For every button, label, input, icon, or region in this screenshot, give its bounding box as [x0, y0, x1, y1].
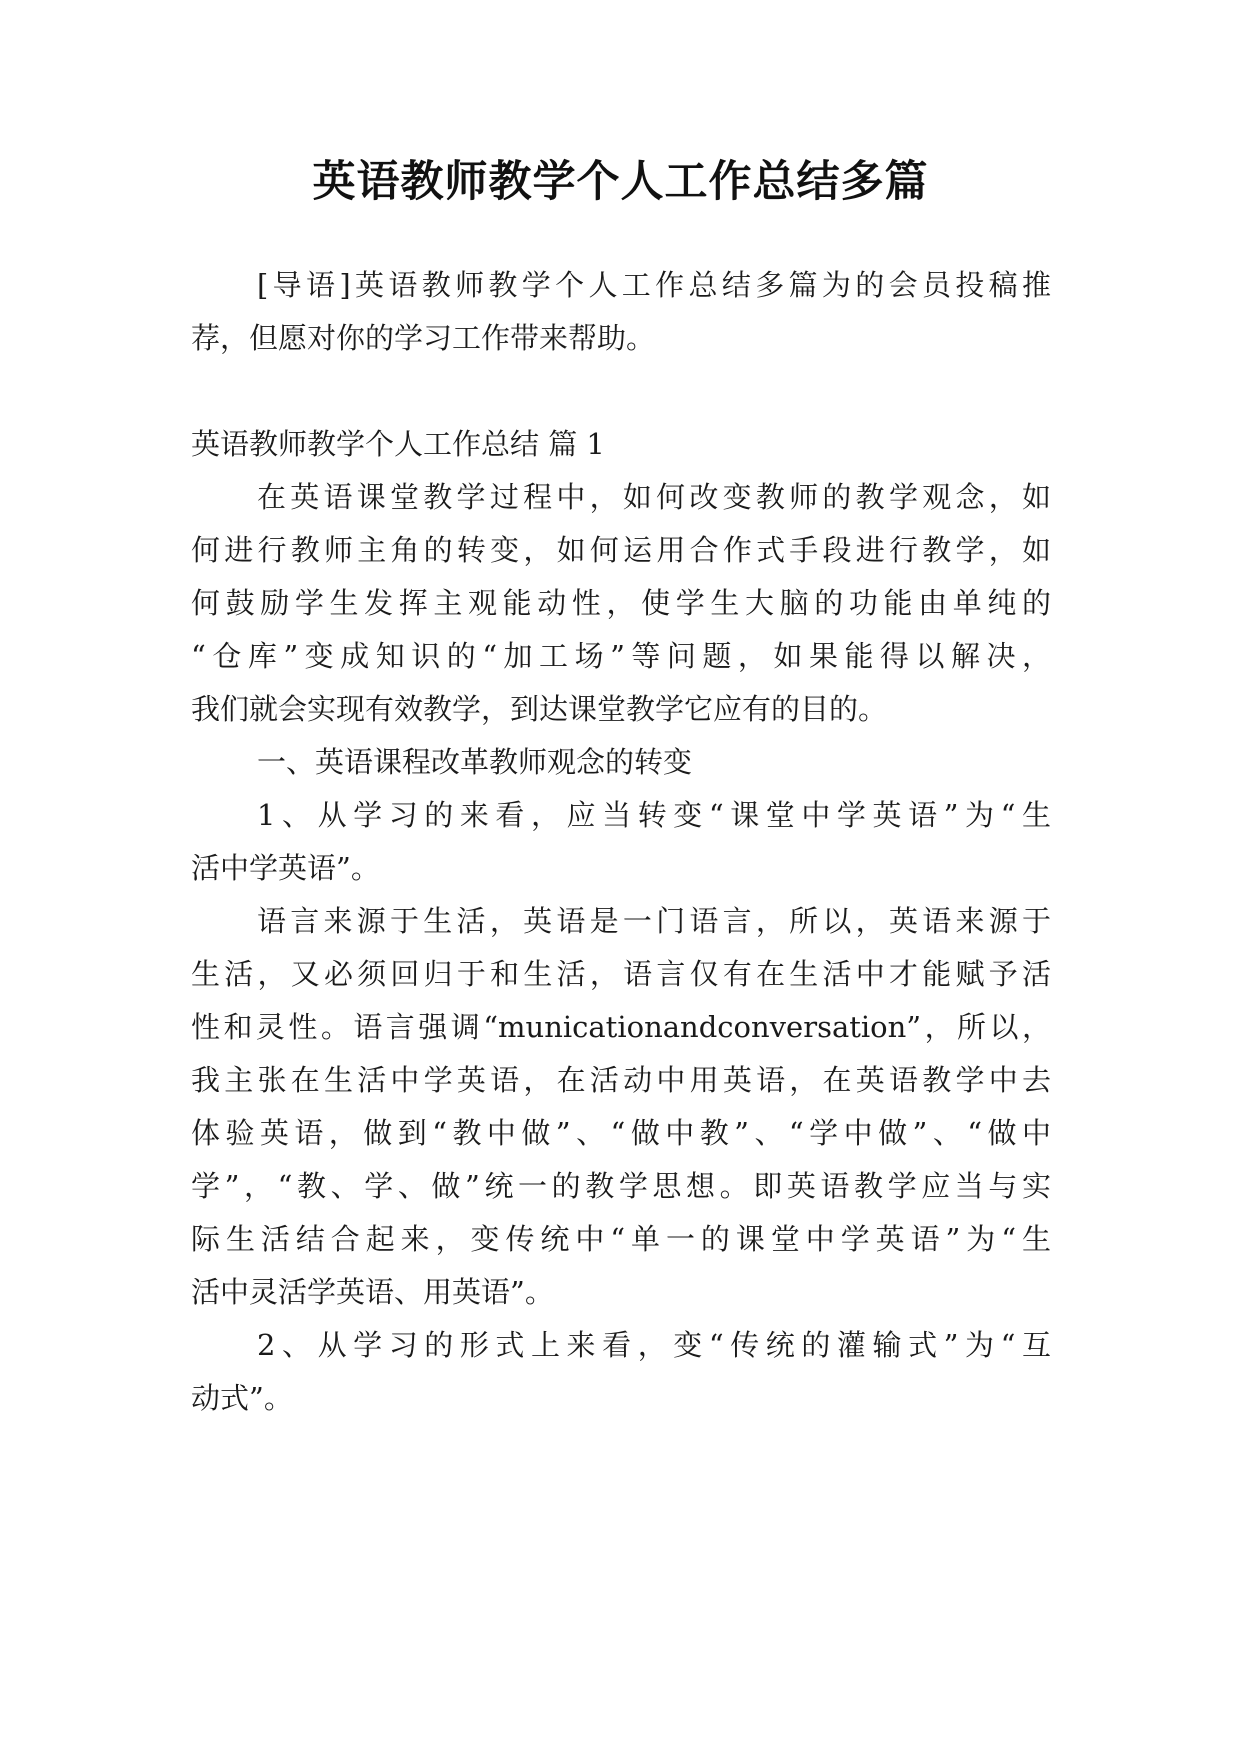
subheading: 一、英语课程改革教师观念的转变 [257, 745, 693, 779]
intro-line: 荐，但愿对你的学习工作带来帮助。 [191, 321, 656, 355]
body-line: 我们就会实现有效教学，到达课堂教学它应有的目的。 [191, 692, 888, 726]
body-line: 性和灵性。语言强调“municationandconversation”，所以， [191, 1010, 1051, 1044]
section-heading: 英语教师教学个人工作总结 篇 1 [191, 427, 605, 461]
body-line: 活中灵活学英语、用英语”。 [191, 1275, 554, 1309]
intro-line: [导语]英语教师教学个人工作总结多篇为的会员投稿推 [257, 268, 1051, 302]
body-line: 在英语课堂教学过程中，如何改变教师的教学观念，如 [257, 480, 1051, 514]
body-line: 际生活结合起来，变传统中“单一的课堂中学英语”为“生 [191, 1222, 1051, 1256]
body-line: 何鼓励学生发挥主观能动性，使学生大脑的功能由单纯的 [191, 586, 1051, 620]
body-line: 生活，又必须回归于和生活，语言仅有在生活中才能赋予活 [191, 957, 1051, 991]
document-title: 英语教师教学个人工作总结多篇 [312, 157, 929, 207]
body-line: 2、从学习的形式上来看，变“传统的灌输式”为“互 [257, 1328, 1051, 1362]
body-line: 体验英语，做到“教中做”、“做中教”、“学中做”、“做中 [191, 1116, 1051, 1150]
body-line: 动式”。 [191, 1381, 293, 1415]
body-line: 语言来源于生活，英语是一门语言，所以，英语来源于 [257, 904, 1051, 938]
body-line: 我主张在生活中学英语，在活动中用英语，在英语教学中去 [191, 1063, 1051, 1097]
body-line: 何进行教师主角的转变，如何运用合作式手段进行教学，如 [191, 533, 1051, 567]
body-line: 学”，“教、学、做”统一的教学思想。即英语教学应当与实 [191, 1169, 1051, 1203]
body-line: 活中学英语”。 [191, 851, 380, 885]
body-line: 1、从学习的来看，应当转变“课堂中学英语”为“生 [257, 798, 1051, 832]
body-line: “仓库”变成知识的“加工场”等问题，如果能得以解决， [191, 639, 1051, 673]
